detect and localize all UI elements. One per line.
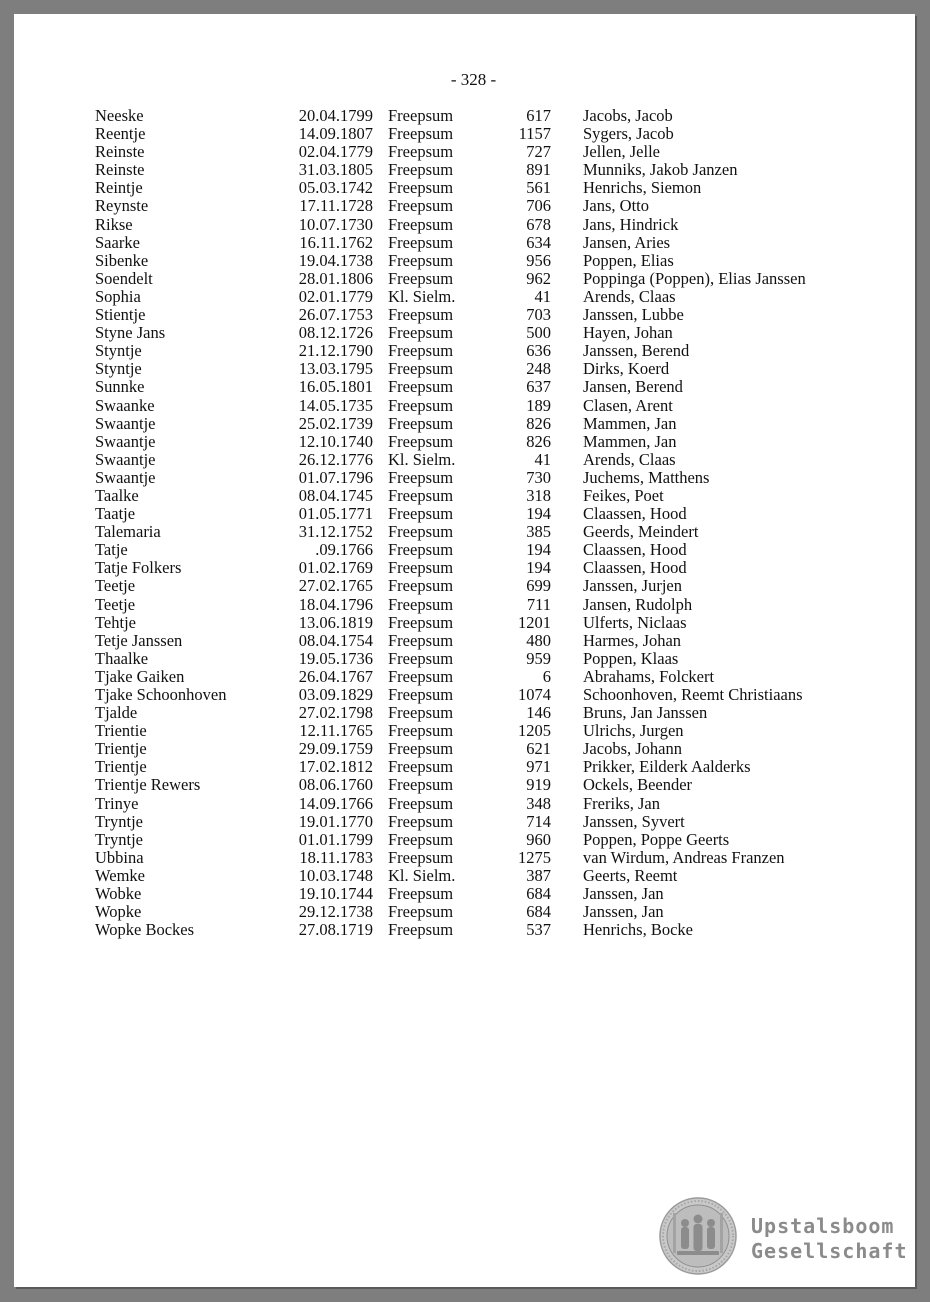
entry-number: 706 [526, 196, 551, 216]
entry-date: 01.05.1771 [298, 504, 373, 524]
entry-parent: Poppen, Elias [583, 250, 674, 270]
entry-date: 14.09.1766 [298, 793, 373, 813]
entry-name: Tryntje [95, 811, 143, 831]
entry-number: 194 [526, 504, 551, 524]
entry-place: Freepsum [388, 124, 454, 144]
entry-parent: Claassen, Hood [583, 540, 687, 560]
entry-date: 26.07.1753 [298, 305, 373, 325]
entry-name: Styne Jans [95, 323, 166, 343]
entry-name: Taalke [95, 485, 139, 505]
entry-date: 21.12.1790 [298, 341, 373, 361]
entry-date: 12.11.1765 [299, 721, 373, 741]
entry-name: Tatje Folkers [95, 558, 182, 578]
entry-number: 537 [526, 920, 551, 940]
entry-place: Kl. Sielm. [388, 865, 456, 885]
entry-parent: Mammen, Jan [583, 431, 677, 451]
register-row [95, 234, 875, 252]
entry-number: 711 [526, 594, 551, 614]
entry-place: Freepsum [388, 268, 454, 288]
entry-date: 13.03.1795 [298, 359, 373, 379]
entry-name: Reentje [95, 124, 146, 144]
entry-place: Freepsum [388, 250, 454, 270]
entry-place: Freepsum [388, 214, 454, 234]
entry-date: 10.03.1748 [298, 865, 373, 885]
entry-number: 621 [526, 739, 551, 759]
entry-name: Wemke [95, 865, 145, 885]
entry-date: 17.11.1728 [299, 196, 373, 216]
entry-number: 500 [526, 323, 551, 343]
entry-number: 730 [526, 467, 551, 487]
entry-date: 19.01.1770 [298, 811, 373, 831]
entry-number: 41 [534, 286, 551, 306]
entry-number: 387 [526, 865, 551, 885]
entry-name: Wopke [95, 902, 142, 922]
entry-place: Freepsum [388, 160, 454, 180]
entry-place: Freepsum [388, 485, 454, 505]
entry-number: 891 [526, 160, 551, 180]
entry-date: 02.04.1779 [298, 142, 373, 162]
entry-number: 348 [526, 793, 551, 813]
entry-place: Freepsum [388, 902, 454, 922]
entry-date: 26.04.1767 [298, 666, 373, 686]
register-row [95, 596, 875, 614]
entry-date: 01.07.1796 [298, 467, 373, 487]
entry-date: 16.11.1762 [299, 232, 373, 252]
entry-number: 959 [526, 648, 551, 668]
entry-parent: Arends, Claas [583, 286, 676, 306]
register-row [95, 758, 875, 776]
entry-place: Freepsum [388, 377, 454, 397]
entry-parent: Jans, Hindrick [583, 214, 679, 234]
entry-place: Freepsum [388, 522, 454, 542]
entry-number: 703 [526, 305, 551, 325]
register-row [95, 288, 875, 306]
entry-number: 960 [526, 829, 551, 849]
entry-place: Freepsum [388, 359, 454, 379]
entry-name: Tjalde [95, 703, 138, 723]
register-row [95, 433, 875, 451]
brand-name [751, 1214, 908, 1264]
entry-name: Trientje [95, 739, 147, 759]
entry-number: 971 [526, 757, 551, 777]
entry-place: Freepsum [388, 558, 454, 578]
brand-line-1: Upstalsboom [751, 1214, 895, 1238]
entry-number: 146 [526, 703, 551, 723]
entry-date: 14.05.1735 [298, 395, 373, 415]
entry-number: 194 [526, 540, 551, 560]
entry-number: 248 [526, 359, 551, 379]
register-row [95, 252, 875, 270]
entry-date: 27.08.1719 [298, 920, 373, 940]
entry-date: 08.04.1754 [298, 630, 373, 650]
entry-number: 956 [526, 250, 551, 270]
entry-place: Freepsum [388, 775, 454, 795]
entry-parent: Jansen, Berend [583, 377, 683, 397]
entry-date: 19.04.1738 [298, 250, 373, 270]
entry-name: Trientie [95, 721, 147, 741]
entry-date: 13.06.1819 [298, 612, 373, 632]
entry-name: Tehtje [95, 612, 136, 632]
entry-number: 41 [534, 449, 551, 469]
entry-number: 189 [526, 395, 551, 415]
entry-number: 1201 [518, 612, 551, 632]
entry-date: 10.07.1730 [298, 214, 373, 234]
entry-number: 561 [526, 178, 551, 198]
entry-parent: Janssen, Jan [583, 884, 664, 904]
entry-name: Taatje [95, 504, 136, 524]
entry-name: Sunnke [95, 377, 145, 397]
entry-number: 1157 [518, 124, 551, 144]
entry-parent: Jacobs, Johann [583, 739, 682, 759]
entry-number: 678 [526, 214, 551, 234]
entry-parent: Harmes, Johan [583, 630, 682, 650]
entry-number: 962 [526, 268, 551, 288]
entry-date: 27.02.1798 [298, 703, 373, 723]
entry-place: Freepsum [388, 793, 454, 813]
entry-parent: Freriks, Jan [583, 793, 660, 813]
entry-date: 08.12.1726 [298, 323, 373, 343]
entry-date: 05.03.1742 [298, 178, 373, 198]
entry-date: 01.01.1799 [298, 829, 373, 849]
entry-parent: Schoonhoven, Reemt Christiaans [583, 685, 803, 704]
entry-parent: Geerts, Reemt [583, 865, 678, 885]
entry-date: 17.02.1812 [298, 757, 373, 777]
register-row [95, 360, 875, 378]
entry-name: Reinste [95, 160, 145, 180]
register-row [95, 614, 875, 632]
entry-date: 03.09.1829 [298, 685, 373, 704]
entry-name: Reynste [95, 196, 149, 216]
entry-parent: Poppinga (Poppen), Elias Janssen [583, 268, 806, 288]
entry-parent: Juchems, Matthens [583, 467, 710, 487]
entry-number: 699 [526, 576, 551, 596]
entry-name: Styntje [95, 341, 142, 361]
entry-date: 01.02.1769 [298, 558, 373, 578]
register-row [95, 559, 875, 577]
entry-parent: Bruns, Jan Janssen [583, 703, 708, 723]
entry-number: 919 [526, 775, 551, 795]
entry-number: 684 [526, 884, 551, 904]
entry-place: Freepsum [388, 504, 454, 524]
entry-date: 31.12.1752 [298, 522, 373, 542]
entry-name: Ubbina [95, 847, 144, 867]
entry-place: Freepsum [388, 576, 454, 596]
entry-parent: Clasen, Arent [583, 395, 673, 415]
entry-parent: Jans, Otto [583, 196, 649, 216]
entry-parent: Janssen, Lubbe [583, 305, 684, 325]
entry-date: 29.12.1738 [298, 902, 373, 922]
entry-parent: Claassen, Hood [583, 558, 687, 578]
entry-parent: Henrichs, Bocke [583, 920, 693, 940]
entry-parent: Munniks, Jakob Janzen [583, 160, 738, 180]
entry-parent: Janssen, Berend [583, 341, 690, 361]
entry-place: Freepsum [388, 884, 454, 904]
entry-date: 12.10.1740 [298, 431, 373, 451]
entry-date: 27.02.1765 [298, 576, 373, 596]
entry-name: Sibenke [95, 250, 149, 270]
register-row [95, 505, 875, 523]
entry-number: 636 [526, 341, 551, 361]
register-row [95, 577, 875, 595]
entry-place: Freepsum [388, 196, 454, 216]
entry-name: Trientje Rewers [95, 775, 201, 795]
entry-date: 19.10.1744 [298, 884, 373, 904]
entry-name: Wobke [95, 884, 142, 904]
document-page [14, 14, 915, 1287]
entry-place: Freepsum [388, 467, 454, 487]
register-row [95, 125, 875, 143]
register-row [95, 704, 875, 722]
entry-name: Tetje Janssen [95, 630, 183, 650]
register-row [95, 740, 875, 758]
entry-parent: Janssen, Jan [583, 902, 664, 922]
entry-number: 684 [526, 902, 551, 922]
entry-date: 16.05.1801 [298, 377, 373, 397]
register-row [95, 197, 875, 215]
entry-date: 18.11.1783 [299, 847, 373, 867]
page-number: - 328 - [450, 70, 497, 89]
entry-name: Talemaria [95, 522, 161, 542]
entry-number: 826 [526, 431, 551, 451]
register-row [95, 867, 875, 885]
register-row [95, 831, 875, 849]
entry-name: Trinye [95, 793, 139, 813]
entry-parent: Jacobs, Jacob [583, 106, 673, 125]
entry-date: 25.02.1739 [298, 413, 373, 433]
entry-parent: Mammen, Jan [583, 413, 677, 433]
entry-name: Styntje [95, 359, 142, 379]
entry-name: Tryntje [95, 829, 143, 849]
entry-place: Freepsum [388, 612, 454, 632]
entry-place: Freepsum [388, 703, 454, 723]
entry-name: Rikse [95, 214, 133, 234]
entry-date: 08.06.1760 [298, 775, 373, 795]
entry-name: Tjake Gaiken [95, 666, 185, 686]
entry-date: 31.03.1805 [298, 160, 373, 180]
entry-date: 28.01.1806 [298, 268, 373, 288]
entry-place: Freepsum [388, 395, 454, 415]
entry-parent: Poppen, Klaas [583, 648, 679, 668]
register-row [95, 686, 875, 704]
entry-name: Teetje [95, 576, 136, 596]
entry-place: Freepsum [388, 685, 454, 704]
entry-parent: Claassen, Hood [583, 504, 687, 524]
entry-number: 194 [526, 558, 551, 578]
register-row [95, 776, 875, 794]
entry-parent: Janssen, Jurjen [583, 576, 682, 596]
entry-parent: Prikker, Eilderk Aalderks [583, 757, 751, 777]
entry-place: Freepsum [388, 847, 454, 867]
entry-date: .09.1766 [315, 540, 373, 560]
register-row [95, 632, 875, 650]
entry-number: 634 [526, 232, 551, 252]
entry-place: Freepsum [388, 431, 454, 451]
entry-place: Freepsum [388, 829, 454, 849]
entry-name: Sophia [95, 286, 141, 306]
entry-date: 26.12.1776 [298, 449, 373, 469]
entry-name: Swaantje [95, 467, 156, 487]
entry-place: Freepsum [388, 594, 454, 614]
register-row [95, 921, 875, 939]
entry-parent: Hayen, Johan [583, 323, 673, 343]
entry-parent: Abrahams, Folckert [583, 666, 715, 686]
register-row [95, 397, 875, 415]
entry-date: 14.09.1807 [298, 124, 373, 144]
register-row [95, 650, 875, 668]
entry-place: Freepsum [388, 142, 454, 162]
register-row [95, 903, 875, 921]
register-row [95, 306, 875, 324]
entry-place: Freepsum [388, 413, 454, 433]
entry-name: Soendelt [95, 268, 153, 288]
register-row [95, 469, 875, 487]
entry-number: 617 [526, 106, 551, 125]
entry-place: Freepsum [388, 178, 454, 198]
entry-place: Freepsum [388, 811, 454, 831]
register-row [95, 849, 875, 867]
entry-date: 20.04.1799 [298, 106, 373, 125]
entry-date: 02.01.1779 [298, 286, 373, 306]
register-row [95, 143, 875, 161]
register-row [95, 415, 875, 433]
entry-place: Freepsum [388, 323, 454, 343]
register-row [95, 324, 875, 342]
entry-parent: Jansen, Aries [583, 232, 671, 252]
entry-place: Freepsum [388, 630, 454, 650]
entry-name: Thaalke [95, 648, 149, 668]
entry-parent: Geerds, Meindert [583, 522, 699, 542]
entry-name: Wopke Bockes [95, 920, 195, 940]
entry-number: 727 [526, 142, 551, 162]
entry-date: 08.04.1745 [298, 485, 373, 505]
entry-parent: Jansen, Rudolph [583, 594, 693, 614]
entry-parent: Arends, Claas [583, 449, 676, 469]
entry-parent: Sygers, Jacob [583, 124, 674, 144]
entry-number: 826 [526, 413, 551, 433]
entry-date: 29.09.1759 [298, 739, 373, 759]
entry-place: Freepsum [388, 305, 454, 325]
entry-number: 6 [542, 666, 551, 686]
entry-name: Stientje [95, 305, 146, 325]
entry-place: Freepsum [388, 106, 454, 125]
entry-parent: Janssen, Syvert [583, 811, 685, 831]
entry-date: 19.05.1736 [298, 648, 373, 668]
register-row [95, 487, 875, 505]
entry-number: 1074 [518, 685, 551, 704]
entry-name: Swaantje [95, 449, 156, 469]
register-row [95, 179, 875, 197]
register-row [95, 813, 875, 831]
register-row [95, 668, 875, 686]
entry-number: 318 [526, 485, 551, 505]
register-row [95, 342, 875, 360]
seal-icon [659, 1197, 737, 1275]
entry-place: Freepsum [388, 721, 454, 741]
entry-name: Trientje [95, 757, 147, 777]
register-row [95, 722, 875, 740]
entry-name: Tjake Schoonhoven [95, 685, 227, 704]
register-row [95, 523, 875, 541]
entry-number: 480 [526, 630, 551, 650]
entry-parent: Dirks, Koerd [583, 359, 670, 379]
entry-place: Kl. Sielm. [388, 449, 456, 469]
entry-name: Swaantje [95, 413, 156, 433]
entry-place: Kl. Sielm. [388, 286, 456, 306]
entry-place: Freepsum [388, 341, 454, 361]
entry-place: Freepsum [388, 739, 454, 759]
entry-place: Freepsum [388, 666, 454, 686]
entry-name: Saarke [95, 232, 140, 252]
entry-place: Freepsum [388, 920, 454, 940]
register-row [95, 451, 875, 469]
entry-name: Reintje [95, 178, 143, 198]
entry-number: 1275 [518, 847, 551, 867]
entry-name: Tatje [95, 540, 128, 560]
register-row [95, 541, 875, 559]
entry-number: 637 [526, 377, 551, 397]
register-row [95, 270, 875, 288]
register-row [95, 378, 875, 396]
entry-number: 714 [526, 811, 551, 831]
entry-name: Teetje [95, 594, 136, 614]
entry-parent: Ulrichs, Jurgen [583, 721, 684, 741]
register-row [95, 216, 875, 234]
entry-parent: van Wirdum, Andreas Franzen [583, 847, 785, 867]
entry-number: 385 [526, 522, 551, 542]
entry-place: Freepsum [388, 648, 454, 668]
entry-parent: Ulferts, Niclaas [583, 612, 687, 632]
entry-name: Swaanke [95, 395, 155, 415]
brand-line-2: Gesellschaft [751, 1239, 908, 1263]
entry-date: 18.04.1796 [298, 594, 373, 614]
entry-name: Swaantje [95, 431, 156, 451]
entry-name: Reinste [95, 142, 145, 162]
entry-parent: Henrichs, Siemon [583, 178, 702, 198]
entry-parent: Jellen, Jelle [583, 142, 660, 162]
entry-parent: Ockels, Beender [583, 775, 693, 795]
entry-place: Freepsum [388, 540, 454, 560]
entry-parent: Feikes, Poet [583, 485, 664, 505]
register-row [95, 107, 875, 125]
entry-name: Neeske [95, 106, 144, 125]
register-list [95, 107, 875, 939]
entry-place: Freepsum [388, 757, 454, 777]
register-row [95, 795, 875, 813]
entry-parent: Poppen, Poppe Geerts [583, 829, 730, 849]
register-row [95, 161, 875, 179]
entry-place: Freepsum [388, 232, 454, 252]
entry-number: 1205 [518, 721, 551, 741]
register-row [95, 885, 875, 903]
